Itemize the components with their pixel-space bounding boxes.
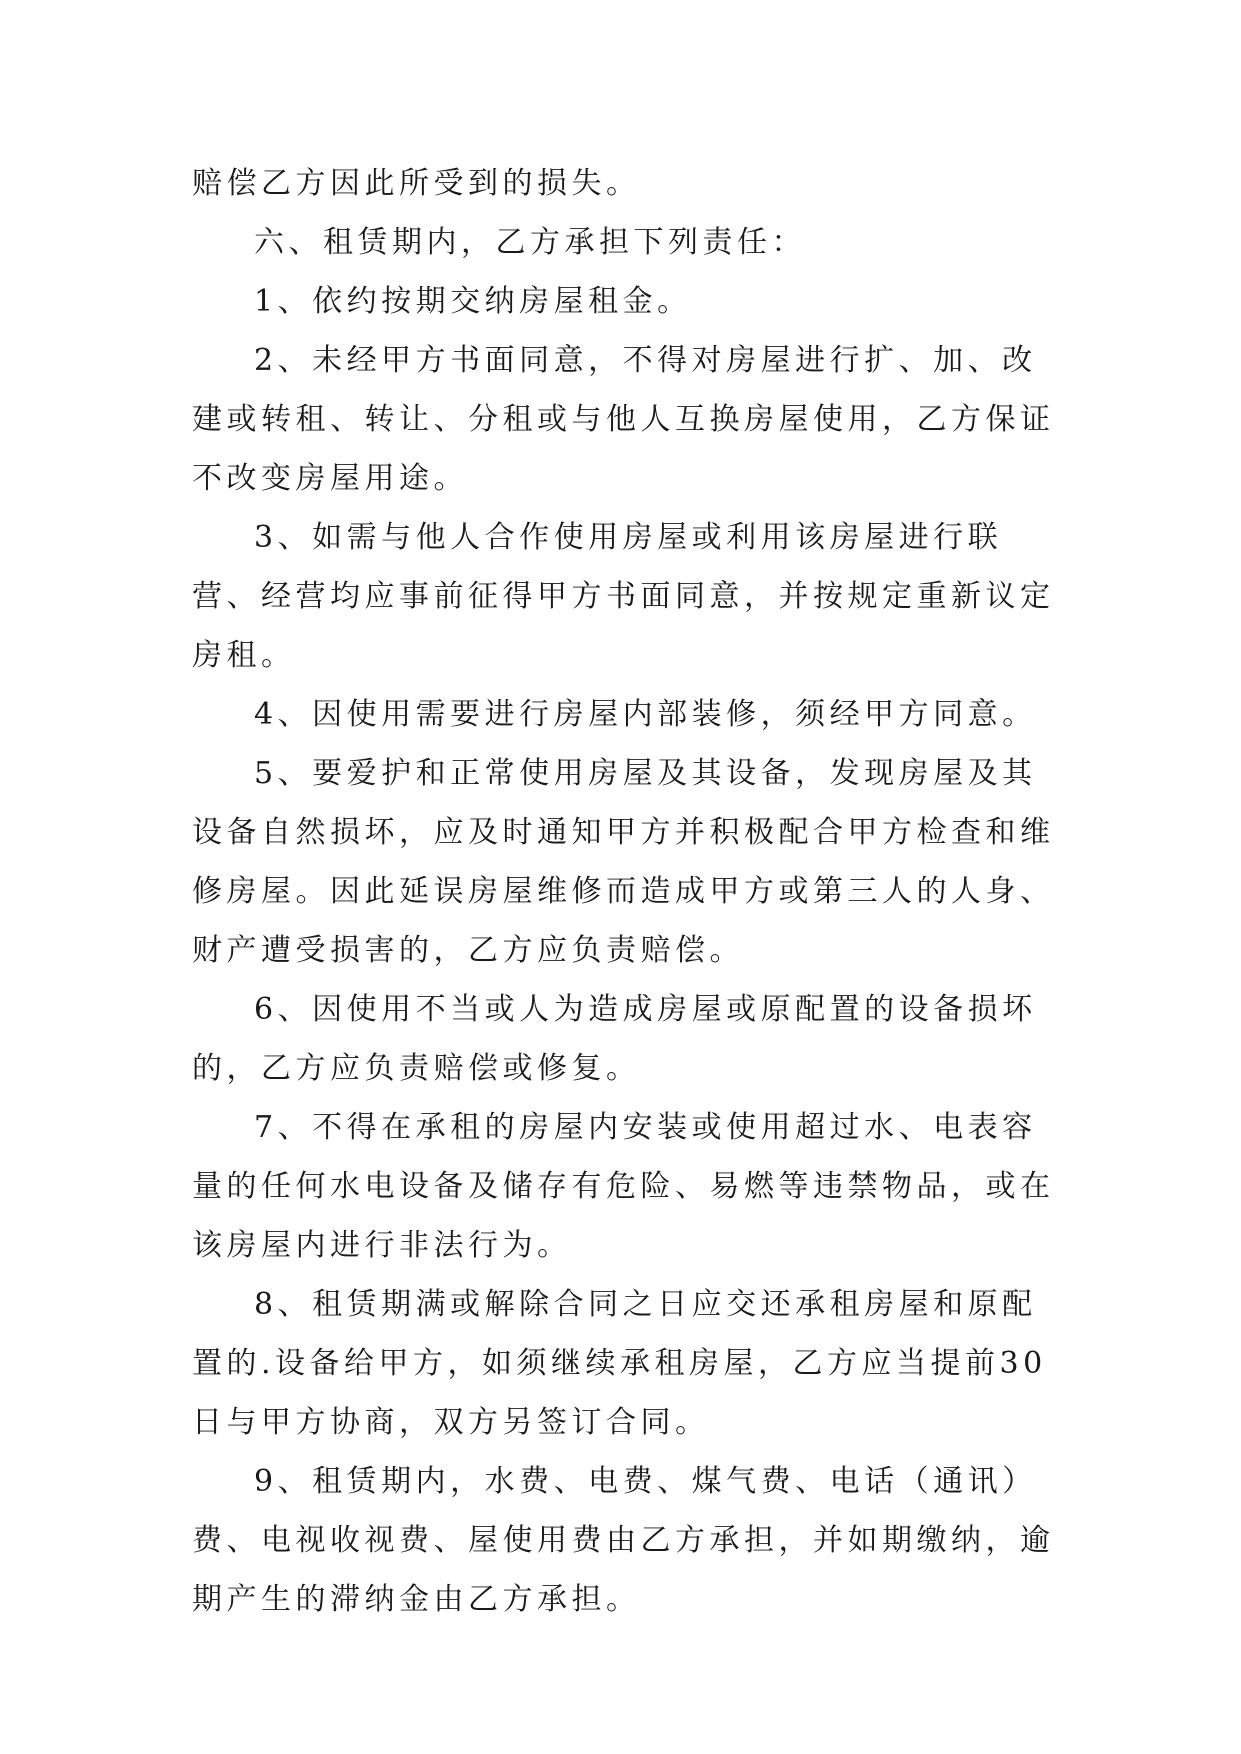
clause-1: 1、依约按期交纳房屋租金。 [254, 284, 692, 319]
document-body [192, 154, 1062, 1629]
clause-7: 7、不得在承租的房屋内安装或使用超过水、电表容量的任何水电设备及储存有危险、易燃等违禁物品，或在该房屋内进行非法行为。 [192, 1110, 1055, 1263]
clause-2: 2、未经甲方书面同意，不得对房屋进行扩、加、改建或转租、转让、分租或与他人互换房屋使用，乙方保证不改变房屋用途。 [192, 343, 1055, 496]
clause-8: 8、租赁期满或解除合同之日应交还承租房屋和原配置的.设备给甲方，如须继续承租房屋，乙方应当提前30日与甲方协商，双方另签订合同。 [192, 1287, 1047, 1440]
clause-5: 5、要爱护和正常使用房屋及其设备，发现房屋及其设备自然损坏，应及时通知甲方并积极配合甲方检查和维修房屋。因此延误房屋维修而造成甲方或第三人的人身、财产遭受损害的，乙方应负责赔偿。 [192, 756, 1055, 968]
clause-9: 9、租赁期内，水费、电费、煤气费、电话（通讯）费、电视收视费、屋使用费由乙方承担，并如期缴纳，逾期产生的滞纳金由乙方承担。 [192, 1464, 1055, 1617]
paragraph-continuation: 赔偿乙方因此所受到的损失。 [192, 166, 641, 201]
clause-3: 3、如需与他人合作使用房屋或利用该房屋进行联营、经营均应事前征得甲方书面同意，并按规定重新议定房租。 [192, 520, 1055, 673]
section-six-heading: 六、租赁期内，乙方承担下列责任： [254, 225, 806, 260]
clause-4: 4、因使用需要进行房屋内部装修，须经甲方同意。 [254, 697, 1037, 732]
clause-6: 6、因使用不当或人为造成房屋或原配置的设备损坏的，乙方应负责赔偿或修复。 [192, 992, 1037, 1086]
